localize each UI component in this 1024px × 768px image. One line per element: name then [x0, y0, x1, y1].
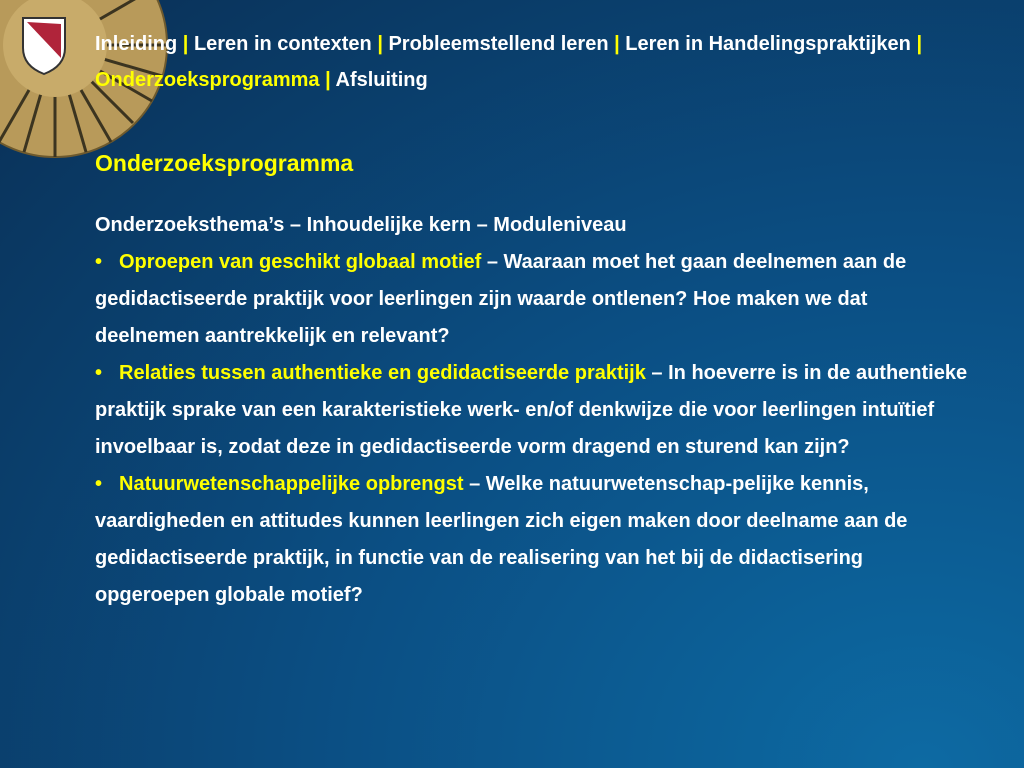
nav-item-leren-in-handelingspraktijken[interactable]: Leren in Handelingspraktijken [625, 33, 911, 55]
bullet-highlight: Natuurwetenschappelijke opbrengst [119, 473, 464, 495]
nav-item-probleemstellend-leren[interactable]: Probleemstellend leren [388, 33, 609, 55]
bullet-dot-icon: • [95, 362, 103, 384]
bullet-highlight: Oproepen van geschikt globaal motief [119, 251, 482, 273]
bullet-item [95, 466, 975, 614]
breadcrumb-navigation [95, 26, 995, 98]
nav-item-leren-in-contexten[interactable]: Leren in contexten [193, 33, 372, 55]
nav-item-inleiding[interactable]: Inleiding [95, 33, 178, 55]
bullet-item [95, 355, 975, 466]
nav-item-afsluiting[interactable]: Afsluiting [335, 69, 428, 91]
nav-separator: | [325, 69, 336, 91]
page-title: Onderzoeksprogramma [95, 150, 354, 176]
bullet-dot-icon: • [95, 473, 103, 495]
nav-separator: | [614, 33, 626, 55]
slide-content [95, 207, 975, 614]
bullet-highlight: Relaties tussen authentieke en gedidactiseerde praktijk [119, 362, 646, 384]
bullet-item [95, 244, 975, 355]
nav-separator: | [377, 33, 389, 55]
nav-item-onderzoeksprogramma[interactable]: Onderzoeksprogramma [95, 69, 320, 91]
bullet-text: – In hoeverre is in de authentieke praktijk sprake van een karakteristieke werk- en/of denkwijze die voor leerlingen intuïtief invoelbaar is, zodat deze in gedidactiseerde vorm dragend en sturend kan zijn? [95, 362, 968, 458]
slide-subtitle: Onderzoeksthema’s – Inhoudelijke kern – Moduleniveau [95, 214, 627, 236]
nav-separator: | [182, 33, 194, 55]
nav-separator: | [916, 33, 923, 55]
bullet-text: – Welke natuurwetenschap-pelijke kennis, vaardigheden en attitudes kunnen leerlingen zich eigen maken door deelname aan de gedidactiseerde praktijk, in functie van de realisering van het bij de didactisering opgeroepen globale motief? [95, 473, 908, 606]
bullet-text: – Waaraan moet het gaan deelnemen aan de gedidactiseerde praktijk voor leerlingen zijn waarde ontlenen? Hoe maken we dat deelnemen aantrekkelijk en relevant? [95, 251, 907, 347]
bullet-dot-icon: • [95, 251, 103, 273]
